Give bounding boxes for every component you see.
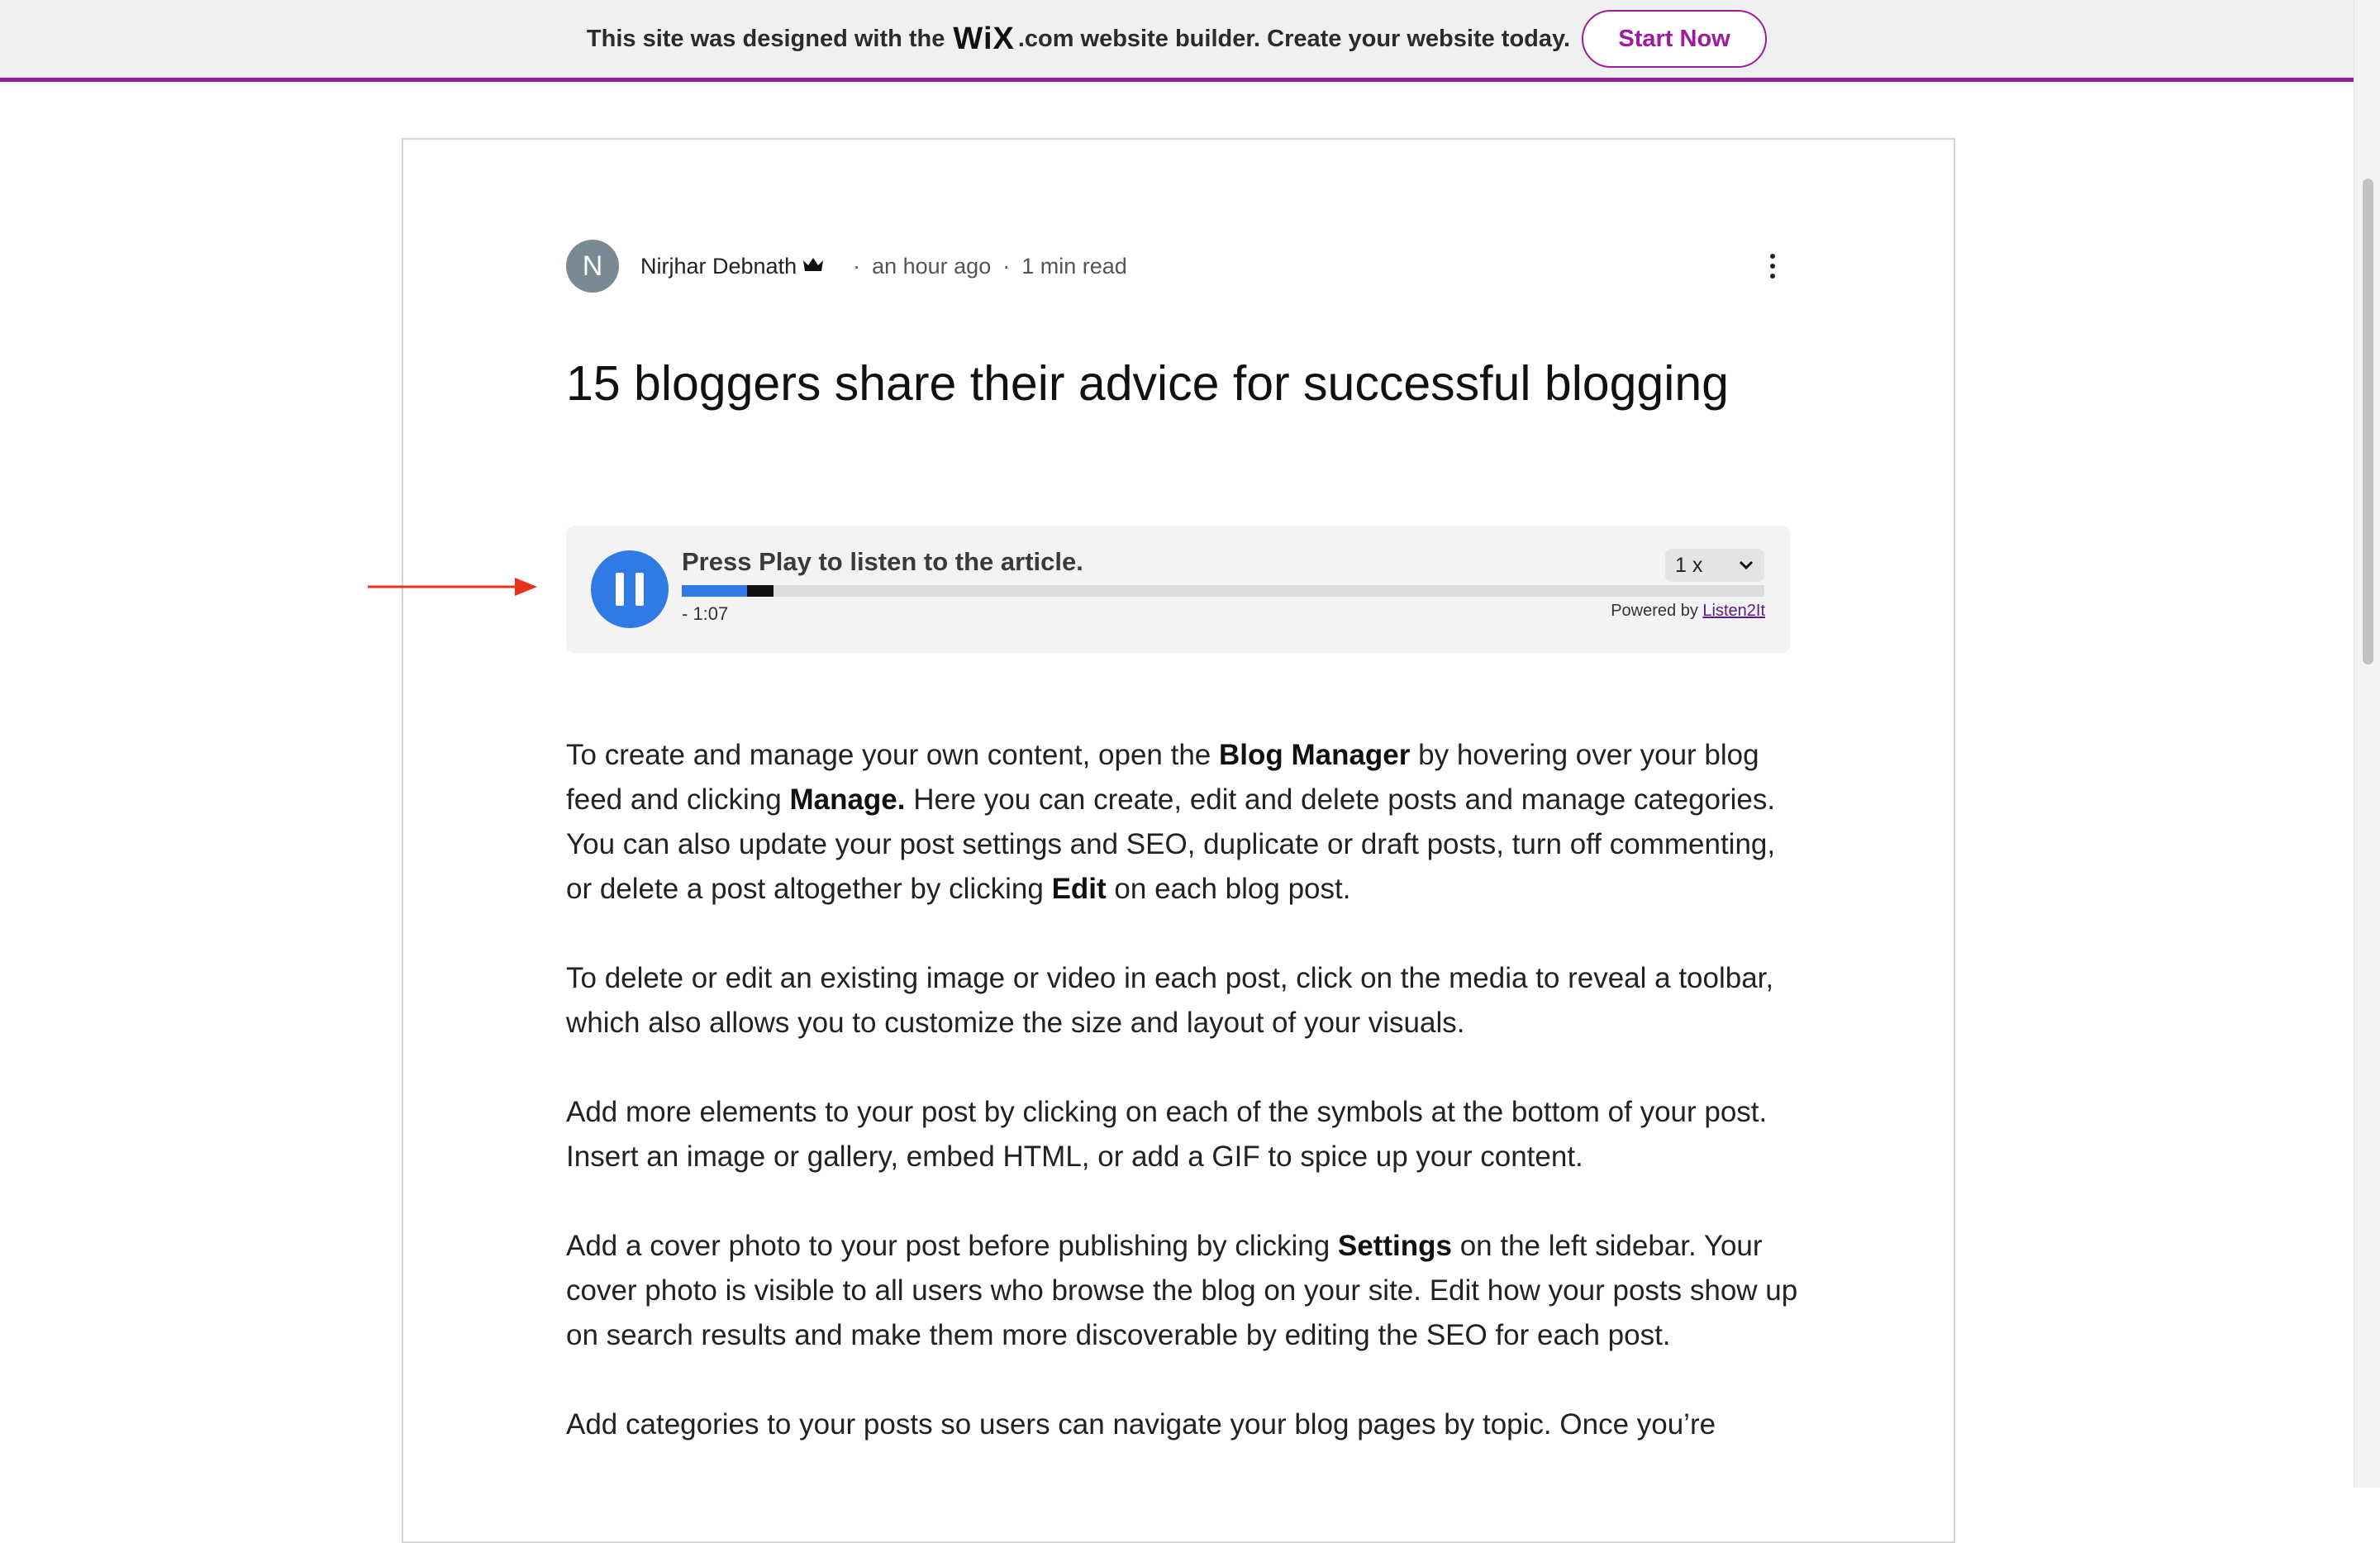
meta-separator-dot: ·	[1002, 253, 1011, 279]
manage-text: Manage.	[789, 783, 906, 816]
playback-speed-select[interactable]	[1665, 549, 1764, 582]
article-paragraph: To create and manage your own content, open the Blog Manager by hovering over your blog feed and clicking Manage. Here you can create, edit and delete posts and manage categories. You can also update your post settings and SEO, duplicate or draft posts, turn off commenting, or delete a post altogether by clicking Edit on each blog post.	[566, 739, 1776, 905]
listen2it-link[interactable]: Listen2It	[1702, 602, 1765, 620]
banner-text-before: This site was designed with the	[586, 25, 945, 52]
red-arrow-icon	[368, 576, 537, 598]
author-name[interactable]: Nirjhar Debnath	[640, 253, 797, 279]
author-avatar[interactable]: N	[566, 240, 619, 293]
article-body	[566, 733, 1806, 1492]
powered-by-label: Powered by	[1611, 602, 1698, 620]
wix-banner	[0, 0, 2354, 82]
blog-manager-text: Blog Manager	[1218, 739, 1411, 771]
pause-icon	[616, 573, 624, 606]
meta-separator-dot: ·	[853, 253, 861, 279]
banner-text-after: website builder. Create your website today.	[1080, 25, 1571, 52]
player-title: Press Play to listen to the article.	[682, 547, 1083, 576]
start-now-button[interactable]: Start Now	[1582, 10, 1767, 68]
powered-by	[1611, 602, 1765, 621]
banner-text	[587, 21, 1570, 57]
edit-text: Edit	[1051, 873, 1107, 905]
post-time-ago: an hour ago	[872, 253, 992, 279]
crown-icon	[802, 254, 825, 279]
more-options-icon[interactable]	[1760, 250, 1785, 283]
article-paragraph: Add more elements to your post by clicking on each of the symbols at the bottom of your post. Insert an image or gallery, embed HTML, or add a GIF to spice up your content.	[566, 1096, 1768, 1173]
settings-text: Settings	[1337, 1230, 1452, 1262]
post-read-time: 1 min read	[1021, 253, 1127, 279]
progress-fill	[682, 585, 747, 597]
progress-buffer	[747, 585, 774, 597]
article-paragraph: To delete or edit an existing image or video in each post, click on the media to reveal a toolbar, which also allows you to customize the size and layout of your visuals.	[566, 962, 1774, 1039]
post-title: 15 bloggers share their advice for successful blogging	[566, 356, 1729, 411]
time-remaining: - 1:07	[682, 603, 729, 624]
audio-player	[566, 526, 1790, 653]
scrollbar-thumb[interactable]	[2363, 179, 2373, 664]
article-paragraph: Add categories to your posts so users can navigate your blog pages by topic. Once you’re	[566, 1408, 1716, 1441]
audio-progress-bar[interactable]	[682, 585, 1764, 597]
article-paragraph: Add a cover photo to your post before publishing by clicking Settings on the left sidebar. Your cover photo is visible to all users who browse the blog on your site. Edit how your posts show up on search results and make them more discoverable by editing the SEO for each post.	[566, 1230, 1798, 1351]
post-meta	[566, 240, 1127, 293]
page-scrollbar[interactable]	[2354, 0, 2380, 1488]
playback-speed-value: 1 x	[1675, 553, 1703, 577]
chevron-down-icon	[1738, 560, 1754, 571]
wix-dotcom: .com	[1017, 25, 1074, 52]
pause-button[interactable]	[591, 550, 669, 628]
wix-logo: WiX	[953, 21, 1015, 56]
